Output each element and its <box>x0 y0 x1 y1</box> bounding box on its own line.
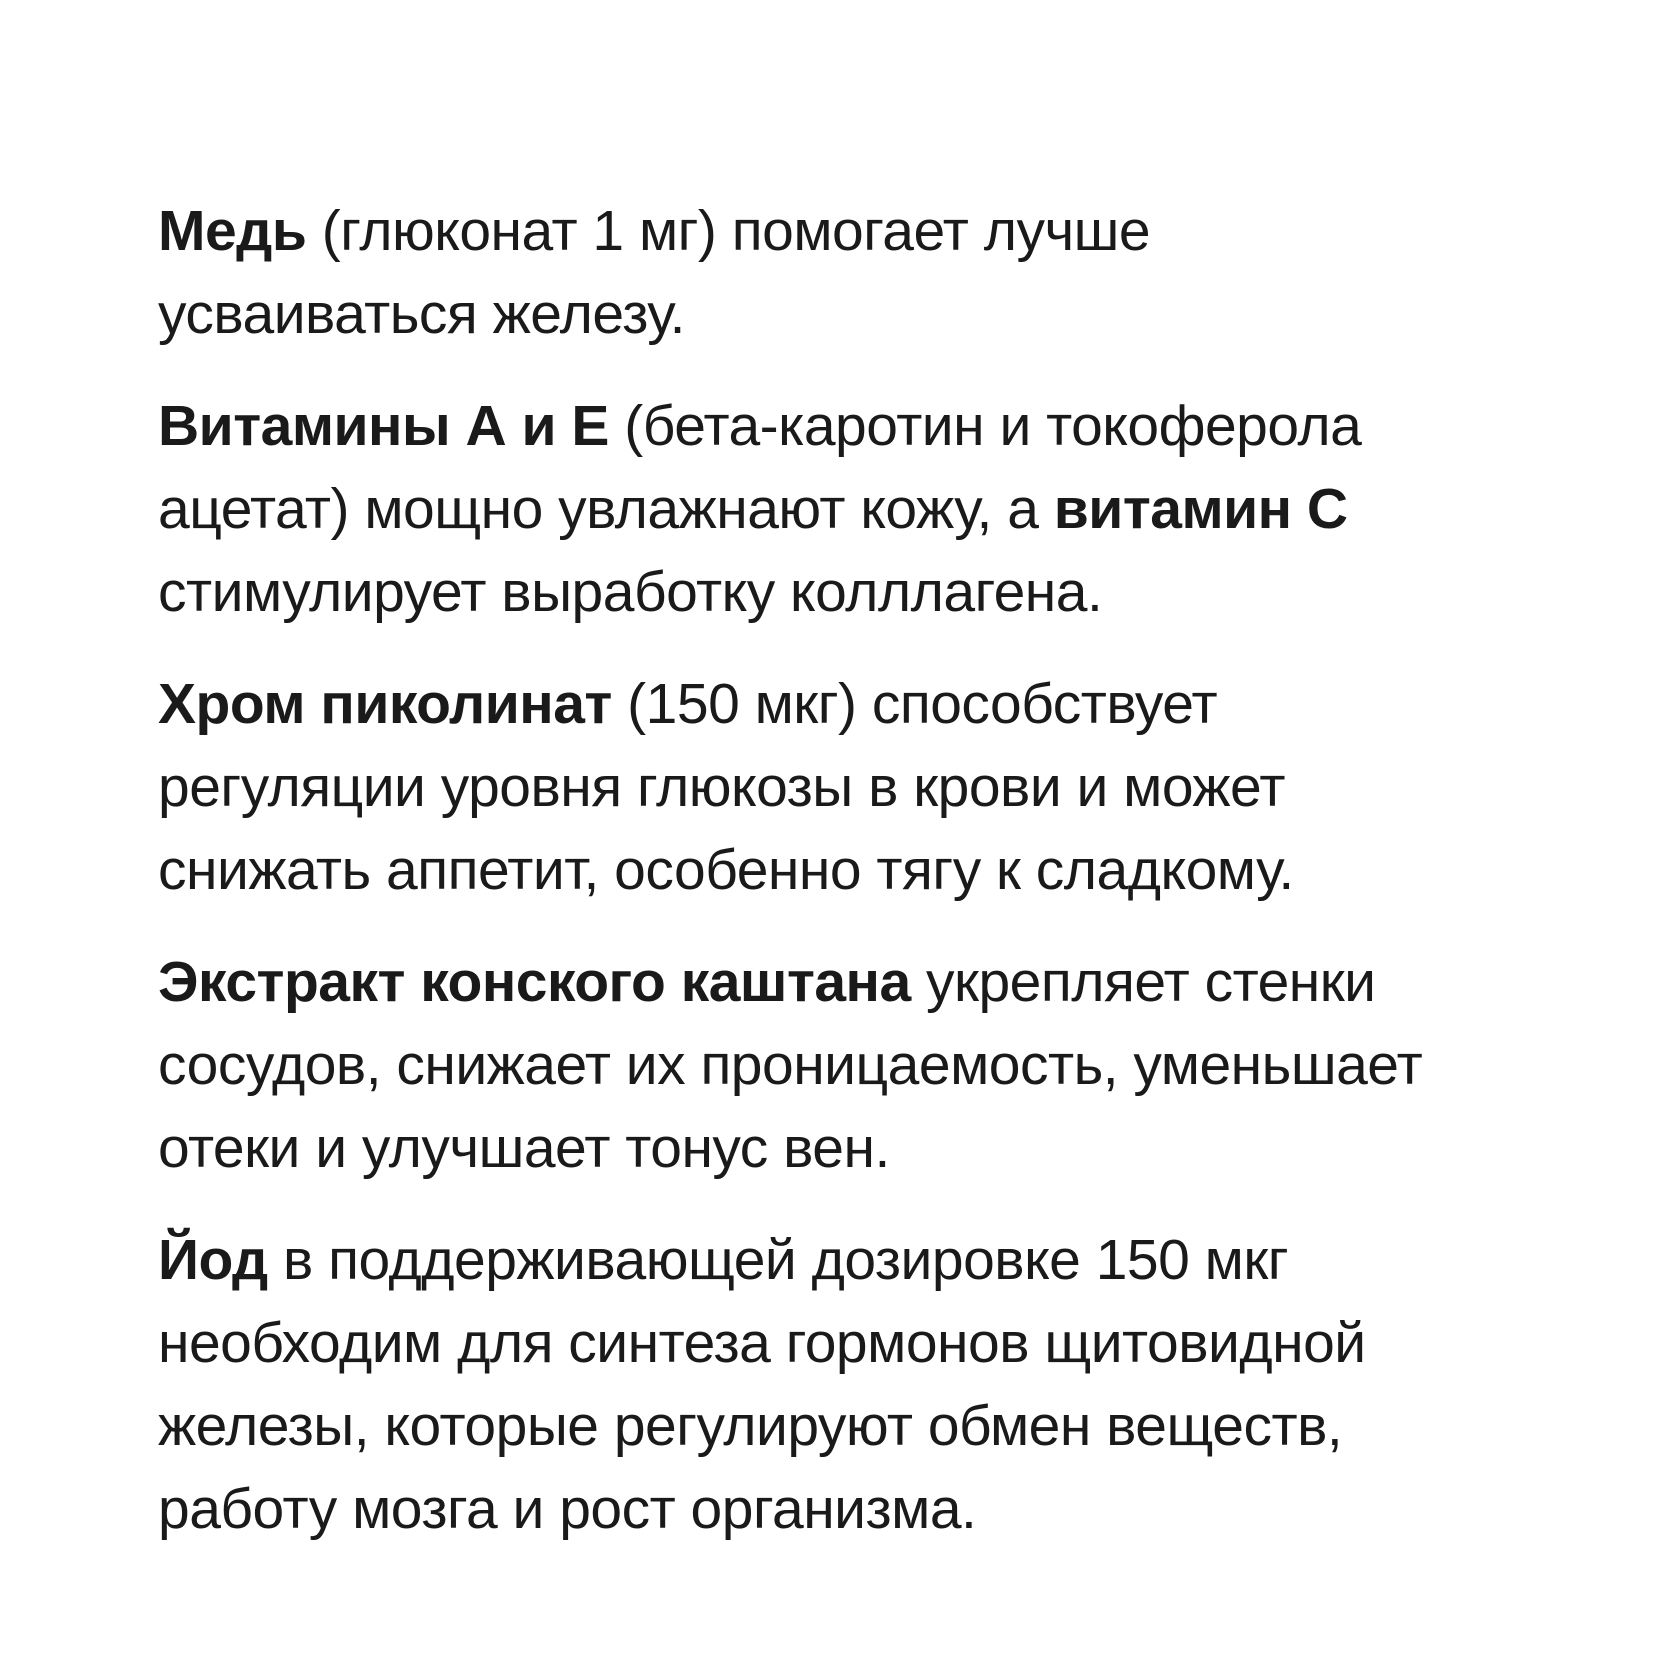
ingredient-name: Йод <box>158 1228 268 1292</box>
text-line: снижать аппетит, особенно тягу к сладкому. <box>158 838 1294 902</box>
paragraph-horse-chestnut <box>158 941 1658 1190</box>
text-line: регуляции уровня глюкозы в крови и может <box>158 755 1285 819</box>
text-line <box>158 385 1658 468</box>
text-fragment: (150 мкг) способствует <box>611 672 1218 736</box>
text-line: необходим для синтеза гормонов щитовидной <box>158 1311 1366 1375</box>
supplement-ingredients-text <box>158 190 1658 1580</box>
ingredient-name: Витамины А и Е <box>158 394 609 458</box>
text-line: работу мозга и рост организма. <box>158 1477 977 1541</box>
text-fragment: укрепляет стенки <box>910 950 1376 1014</box>
text-line <box>158 941 1658 1024</box>
text-line: сосудов, снижает их проницаемость, уменьшает <box>158 1033 1423 1097</box>
ingredient-name: Экстракт конского каштана <box>158 950 911 1014</box>
text-line <box>158 663 1658 746</box>
text-line <box>158 190 1658 273</box>
paragraph-vitamins <box>158 385 1658 634</box>
ingredient-name: Медь <box>158 199 307 263</box>
text-fragment: (глюконат 1 мг) помогает лучше <box>306 199 1151 263</box>
ingredient-name: Хром пиколинат <box>158 672 612 736</box>
text-line <box>158 1219 1658 1302</box>
text-fragment: ацетат) мощно увлажнают кожу, а <box>158 477 1054 541</box>
ingredient-name: витамин С <box>1053 477 1348 541</box>
text-line: железы, которые регулируют обмен веществ, <box>158 1394 1343 1458</box>
text-line: стимулирует выработку колллагена. <box>158 560 1103 624</box>
text-fragment: (бета-каротин и токоферола <box>608 394 1362 458</box>
text-line <box>158 468 1658 551</box>
paragraph-iodine <box>158 1219 1658 1551</box>
paragraph-chromium <box>158 663 1658 912</box>
text-line: отеки и улучшает тонус вен. <box>158 1116 890 1180</box>
text-line: усваиваться железу. <box>158 282 685 346</box>
text-fragment: в поддерживающей дозировке 150 мкг <box>267 1228 1289 1292</box>
paragraph-copper <box>158 190 1658 356</box>
